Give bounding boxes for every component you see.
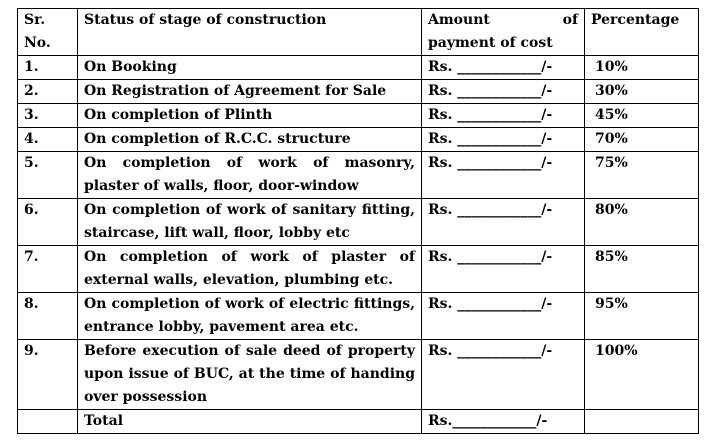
row-sr: 2. — [18, 80, 78, 104]
table-row — [18, 80, 699, 104]
table-row — [18, 104, 699, 128]
row-status: On Registration of Agreement for Sale — [78, 80, 422, 104]
row-sr: 6. — [18, 199, 78, 246]
total-row — [18, 410, 699, 434]
row-amount: Rs. ____________/- — [422, 56, 585, 80]
table-row — [18, 340, 699, 410]
row-amount: Rs. ____________/- — [422, 128, 585, 152]
payment-schedule-table — [17, 8, 699, 434]
row-status: Before execution of sale deed of property upon issue of BUC, at the time of handing over possession — [78, 340, 422, 410]
row-amount: Rs. ____________/- — [422, 80, 585, 104]
row-percentage: 100% — [585, 340, 699, 410]
row-status: On completion of R.C.C. structure — [78, 128, 422, 152]
row-status: On completion of work of masonry, plaster of walls, floor, door-window — [78, 152, 422, 199]
table-row — [18, 56, 699, 80]
row-percentage: 45% — [585, 104, 699, 128]
row-amount: Rs. ____________/- — [422, 152, 585, 199]
row-status: On completion of work of sanitary fitting, staircase, lift wall, floor, lobby etc — [78, 199, 422, 246]
row-percentage: 80% — [585, 199, 699, 246]
row-status: On completion of Plinth — [78, 104, 422, 128]
row-sr: 5. — [18, 152, 78, 199]
total-amount: Rs.____________/- — [422, 410, 585, 434]
row-amount: Rs. ____________/- — [422, 199, 585, 246]
header-status: Status of stage of construction — [78, 9, 422, 56]
row-percentage: 70% — [585, 128, 699, 152]
row-amount: Rs. ____________/- — [422, 293, 585, 340]
table-row — [18, 152, 699, 199]
row-percentage: 30% — [585, 80, 699, 104]
table-row — [18, 246, 699, 293]
row-status: On Booking — [78, 56, 422, 80]
table-header-row — [18, 9, 699, 56]
table-row — [18, 128, 699, 152]
row-sr: 1. — [18, 56, 78, 80]
row-amount: Rs. ____________/- — [422, 104, 585, 128]
row-sr: 7. — [18, 246, 78, 293]
row-percentage: 10% — [585, 56, 699, 80]
row-percentage: 95% — [585, 293, 699, 340]
row-sr: 8. — [18, 293, 78, 340]
total-sr — [18, 410, 78, 434]
row-amount: Rs. ____________/- — [422, 340, 585, 410]
total-percentage — [585, 410, 699, 434]
header-percentage: Percentage — [585, 9, 699, 56]
row-percentage: 75% — [585, 152, 699, 199]
row-sr: 3. — [18, 104, 78, 128]
table-row — [18, 293, 699, 340]
header-sr-no: Sr. No. — [18, 9, 78, 56]
row-status: On completion of work of plaster of external walls, elevation, plumbing etc. — [78, 246, 422, 293]
row-sr: 4. — [18, 128, 78, 152]
header-amount: Amount of payment of cost — [422, 9, 585, 56]
row-sr: 9. — [18, 340, 78, 410]
total-label: Total — [78, 410, 422, 434]
row-amount: Rs. ____________/- — [422, 246, 585, 293]
row-percentage: 85% — [585, 246, 699, 293]
table-row — [18, 199, 699, 246]
row-status: On completion of work of electric fittings, entrance lobby, pavement area etc. — [78, 293, 422, 340]
